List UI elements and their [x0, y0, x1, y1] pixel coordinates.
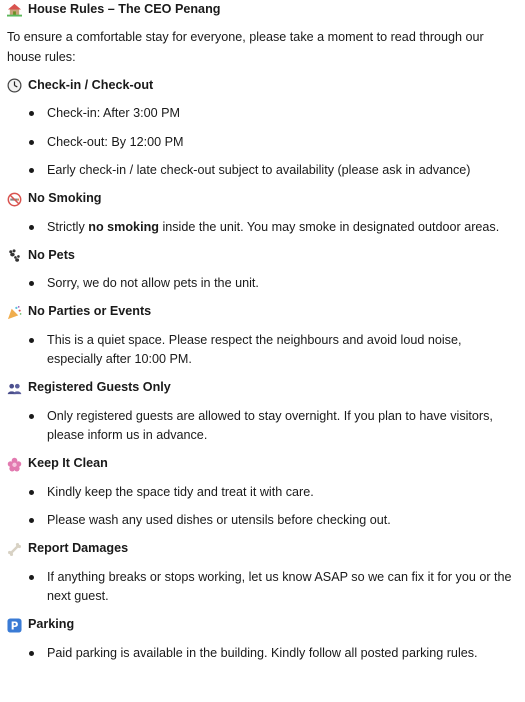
- section-no-smoking: [7, 190, 519, 238]
- list-item: Kindly keep the space tidy and treat it with care.: [7, 483, 519, 503]
- section-heading-text: Report Damages: [28, 541, 129, 556]
- section-heading: [7, 76, 519, 95]
- people-icon: [7, 381, 22, 396]
- list-item: This is a quiet space. Please respect the neighbours and avoid loud noise, especially after 10:00 PM.: [7, 331, 519, 370]
- list-item: Paid parking is available in the building. Kindly follow all posted parking rules.: [7, 644, 519, 664]
- paw-prints-icon: [7, 248, 22, 263]
- section-parking: [7, 616, 519, 664]
- list-item: Early check-in / late check-out subject to availability (please ask in advance): [7, 161, 519, 181]
- section-report-damages: [7, 540, 519, 607]
- section-list: [7, 407, 519, 446]
- section-heading-text: Parking: [28, 617, 75, 632]
- no-smoking-icon: [7, 192, 22, 207]
- section-keep-clean: [7, 455, 519, 531]
- text-after: inside the unit. You may smoke in designated outdoor areas.: [158, 219, 500, 234]
- section-heading-text: Keep It Clean: [28, 456, 108, 471]
- intro-text: To ensure a comfortable stay for everyone, please take a moment to read through our house rules:: [7, 30, 484, 64]
- section-registered-guests: [7, 379, 519, 446]
- section-heading: [7, 303, 519, 322]
- bold-text: no smoking: [88, 219, 159, 234]
- list-item: [7, 218, 519, 238]
- section-heading: [7, 190, 519, 209]
- list-item: Please wash any used dishes or utensils before checking out.: [7, 511, 519, 531]
- list-item: Check-in: After 3:00 PM: [7, 104, 519, 124]
- list-item: Only registered guests are allowed to stay overnight. If you plan to have visitors, please inform us in advance.: [7, 407, 519, 446]
- document-title: [7, 0, 519, 19]
- svg-text:P: P: [10, 620, 19, 633]
- parking-icon: [7, 618, 22, 633]
- house-rules-document: [7, 0, 519, 663]
- section-no-parties: [7, 303, 519, 370]
- section-heading-text: No Parties or Events: [28, 304, 152, 319]
- clock-icon: [7, 78, 22, 93]
- section-heading: [7, 379, 519, 398]
- title-text: House Rules – The CEO Penang: [28, 1, 221, 16]
- section-heading-text: Registered Guests Only: [28, 380, 171, 395]
- list-item: If anything breaks or stops working, let us know ASAP so we can fix it for you or the next guest.: [7, 568, 519, 607]
- section-heading: [7, 455, 519, 474]
- section-heading: [7, 246, 519, 265]
- section-list: [7, 644, 519, 664]
- section-list: [7, 104, 519, 181]
- section-heading-text: No Pets: [28, 247, 75, 262]
- section-heading: [7, 616, 519, 635]
- list-item: Check-out: By 12:00 PM: [7, 133, 519, 153]
- section-heading-text: Check-in / Check-out: [28, 77, 154, 92]
- section-check-in-out: [7, 76, 519, 181]
- house-icon: [7, 2, 22, 17]
- section-list: [7, 218, 519, 238]
- flower-icon: [7, 457, 22, 472]
- section-no-pets: [7, 246, 519, 294]
- text-before: Strictly: [47, 219, 89, 234]
- section-list: [7, 483, 519, 531]
- section-heading-text: No Smoking: [28, 191, 102, 206]
- section-list: [7, 331, 519, 370]
- list-item: Sorry, we do not allow pets in the unit.: [7, 274, 519, 294]
- section-list: [7, 274, 519, 294]
- section-list: [7, 568, 519, 607]
- bone-icon: [7, 542, 22, 557]
- section-heading: [7, 540, 519, 559]
- party-popper-icon: [7, 305, 22, 320]
